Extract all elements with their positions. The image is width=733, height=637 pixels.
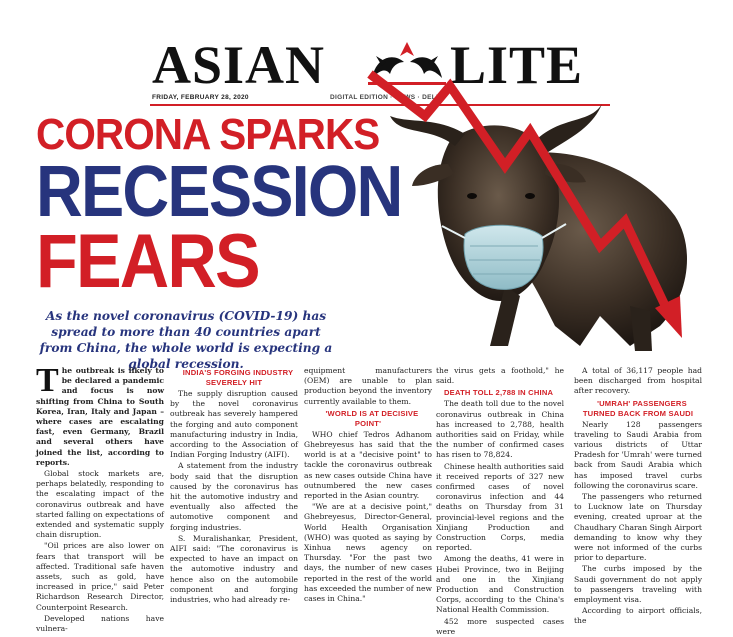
article-column-1 bbox=[36, 362, 164, 634]
paragraph: The death toll due to the novel coronavirus outbreak in China has increased to 2,788, health authorities said on Friday, while the number of confirmed cases has risen to 78,824. bbox=[436, 399, 564, 460]
section-subhead: DEATH TOLL 2,788 IN CHINA bbox=[444, 388, 554, 398]
paragraph: A statement from the industry body said that the disruption caused by the coronavirus has hit the automotive industry and eventually also affected the automotive component and forging industries. bbox=[170, 461, 298, 532]
paragraph: "Oil prices are also lower on fears that transport will be affected. Traditional safe haven assets, such as gold, have increased in price," said Peter Richardson Research Director, Counterpoint Research. bbox=[36, 541, 164, 612]
paragraph: equipment manufacturers (OEM) are unable to plan production beyond the inventory currently available to them. bbox=[304, 366, 432, 406]
paragraph: 452 more suspected cases were bbox=[436, 616, 564, 636]
headline-line-2: RECESSION bbox=[36, 152, 402, 232]
paragraph: "We are at a decisive point," Ghebreyesus, Director-General, World Health Organisation (WHO) was quoted as saying by Xinhua news agency on Thursday. "For the past two days, the number of new cases reported in the rest of the world has exceeded the number of new cases in China." bbox=[304, 502, 432, 604]
article-column-3 bbox=[304, 366, 432, 604]
drop-cap: T bbox=[36, 362, 59, 399]
article-column-2 bbox=[170, 366, 298, 605]
headline bbox=[36, 110, 476, 304]
article-column-4 bbox=[436, 366, 565, 636]
paragraph: The supply disruption caused by the novel coronavirus outbreak has severely hampered the forging and auto component manufacturing industry in India, according to the Association of Indian Forging Industry (AIFI). bbox=[170, 389, 298, 460]
paragraph: Nearly 128 passengers traveling to Saudi Arabia from various districts of Uttar Pradesh for 'Umrah' were turned back from Saudi Arabia which has imposed travel curbs following the coronavirus scare. bbox=[574, 419, 702, 490]
lede-text: he outbreak is likely to be declared a pandemic and focus is now shifting from China to South Korea, Iran, Italy and Japan – where cases are escalating fast, even Germany, Brazil and several others have joined the list, according to reports. bbox=[36, 366, 164, 467]
paragraph: The passengers who returned to Lucknow late on Thursday evening, created uproar at the Chaudhary Charan Singh Airport demanding to know why they were not informed of the curbs prior to departure. bbox=[574, 492, 702, 563]
paragraph: According to airport officials, the bbox=[574, 606, 702, 626]
masthead-right-word: LITE bbox=[450, 35, 584, 95]
paragraph: Chinese health authorities said it received reports of 327 new confirmed cases of novel coronavirus infection and 44 deaths on Thursday from 31 provincial-level regions and the Xinjiang Production and Construction Corps, media reported. bbox=[436, 461, 565, 553]
masthead-left-word: ASIAN bbox=[152, 35, 326, 95]
section-subhead: INDIA'S FORGING INDUSTRY SEVERELY HIT bbox=[182, 368, 294, 387]
headline-line-3: FEARS bbox=[36, 219, 259, 304]
paragraph: S. Muralishankar, President, AIFI said: "The coronavirus is expected to have an impact on the automotive industry and hence also on the automobile component and forging industries, who had already re- bbox=[170, 533, 298, 605]
paragraph: WHO chief Tedros Adhanom Ghebreyesus has said that the world is at a "decisive point" to tackle the coronavirus outbreak as new cases outside China have outnumbered the new cases reported in the Asian country. bbox=[304, 429, 432, 501]
paragraph: Global stock markets are, perhaps belatedly, responding to the escalating impact of the coronavirus outbreak and have started falling on expectations of extended and systematic supply chain disruption. bbox=[36, 469, 164, 540]
paragraph: the virus gets a foothold," he said. bbox=[436, 366, 564, 386]
section-subhead: 'UMRAH' PASSENGERS TURNED BACK FROM SAUDI bbox=[582, 398, 694, 418]
paragraph: The curbs imposed by the Saudi government do not apply to passengers traveling with employment visa. bbox=[574, 564, 702, 605]
standfirst: As the novel coronavirus (COVID-19) has spread to more than 40 countries apart from China, the whole world is expecting a global recession. bbox=[39, 309, 333, 371]
article-column-5 bbox=[574, 366, 702, 626]
edition-label: DIGITAL EDITION · NEWS · DELHI bbox=[330, 94, 444, 101]
paragraph: Among the deaths, 41 were in Hubei Province, two in Beijing and one in the Xinjiang Production and Construction Corps, according to the China's National Health Commission. bbox=[436, 554, 564, 615]
article-body bbox=[36, 362, 726, 636]
headline-line-1: CORONA SPARKS bbox=[36, 110, 380, 159]
lede-paragraph bbox=[36, 362, 164, 468]
paragraph: A total of 36,117 people had been discharged from hospital after recovery. bbox=[574, 366, 702, 396]
section-subhead: 'WORLD IS AT DECISIVE POINT' bbox=[325, 408, 419, 428]
issue-date: FRIDAY, FEBRUARY 28, 2020 bbox=[152, 94, 249, 101]
paragraph: Developed nations have vulnera- bbox=[36, 613, 164, 634]
